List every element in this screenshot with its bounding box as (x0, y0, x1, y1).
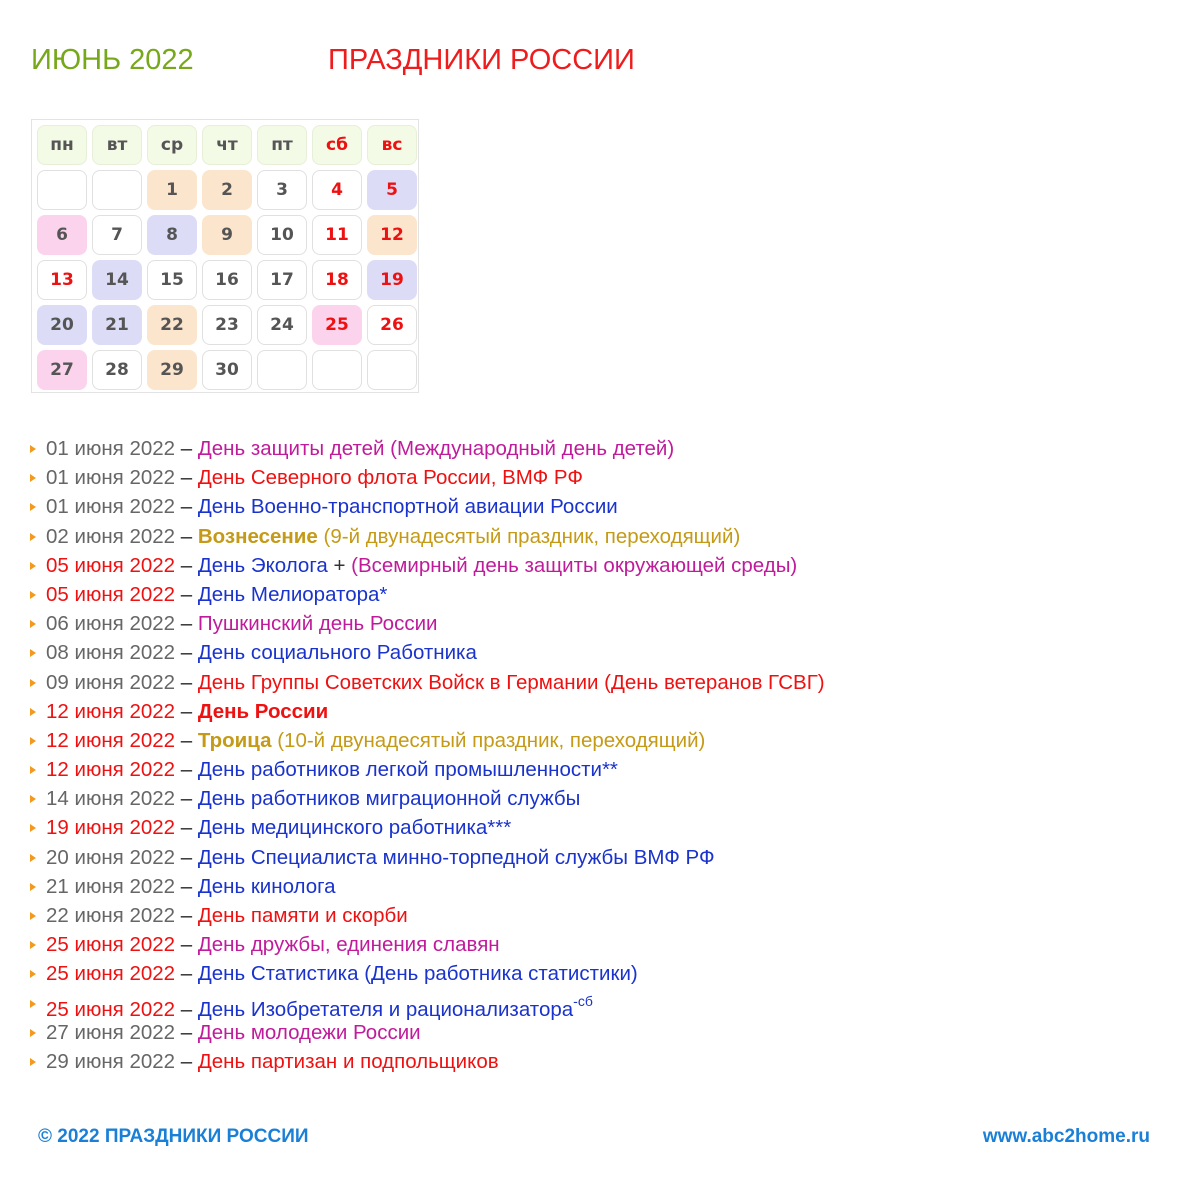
event-date: 25 июня 2022 (46, 997, 176, 1021)
day-cell: 21 (92, 305, 142, 345)
dash: – (180, 495, 193, 519)
event-name: День работников миграционной службы (197, 787, 581, 811)
list-item (30, 755, 1170, 784)
event-date: 02 июня 2022 (46, 524, 176, 548)
bullet-arrow-icon (30, 1058, 36, 1066)
list-item (30, 959, 1170, 988)
day-cell-empty (367, 350, 417, 390)
event-name: День Группы Советских Войск в Германии (День ветеранов ГСВГ) (197, 670, 825, 694)
weekday-tue: вт (92, 125, 142, 165)
bullet-arrow-icon (30, 445, 36, 453)
event-name: День Специалиста минно-торпедной службы ВМФ РФ (197, 845, 715, 869)
event-date: 08 июня 2022 (46, 641, 176, 665)
dash: – (180, 728, 193, 752)
list-item (30, 784, 1170, 813)
list-item (30, 726, 1170, 755)
bullet-arrow-icon (30, 708, 36, 716)
list-item (30, 813, 1170, 842)
event-name: День кинолога (197, 874, 336, 898)
copyright-text: © 2022 ПРАЗДНИКИ РОССИИ (38, 1126, 309, 1147)
day-cell: 14 (92, 260, 142, 300)
event-date: 27 июня 2022 (46, 1020, 176, 1044)
list-item (30, 492, 1170, 521)
event-name: День Военно-транспортной авиации России (197, 495, 618, 519)
event-plus: + (333, 553, 346, 577)
dash: – (180, 524, 193, 548)
day-cell: 19 (367, 260, 417, 300)
day-cell: 23 (202, 305, 252, 345)
event-date: 01 июня 2022 (46, 437, 176, 460)
site-link[interactable]: www.abc2home.ru (982, 1126, 1150, 1147)
bullet-arrow-icon (30, 620, 36, 628)
event-note: (9-й двунадесятый праздник, переходящий) (323, 524, 741, 548)
day-cell-empty (92, 170, 142, 210)
bullet-arrow-icon (30, 503, 36, 511)
day-cell: 29 (147, 350, 197, 390)
event-note: (Всемирный день защиты окружающей среды) (351, 553, 798, 577)
event-name: День дружбы, единения славян (197, 933, 500, 957)
event-name: День медицинского работника*** (197, 816, 512, 840)
dash: – (180, 933, 193, 957)
event-name: Пушкинский день России (197, 612, 438, 636)
list-item (30, 434, 1170, 463)
holiday-list (30, 434, 1170, 1076)
calendar-grid (31, 119, 419, 393)
day-cell: 6 (37, 215, 87, 255)
event-date: 01 июня 2022 (46, 495, 176, 519)
event-superscript: -сб (573, 992, 593, 1009)
bullet-arrow-icon (30, 533, 36, 541)
event-name: День Северного флота России, ВМФ РФ (197, 466, 583, 490)
event-name: День Изобретателя и рационализатора (197, 997, 574, 1021)
day-cell: 10 (257, 215, 307, 255)
day-cell: 18 (312, 260, 362, 300)
event-date: 12 июня 2022 (46, 699, 176, 723)
dash: – (180, 1020, 193, 1044)
day-cell: 3 (257, 170, 307, 210)
list-item (30, 638, 1170, 667)
dash: – (180, 466, 193, 490)
day-cell-empty (312, 350, 362, 390)
dash: – (180, 874, 193, 898)
list-item (30, 551, 1170, 580)
day-cell: 26 (367, 305, 417, 345)
list-item (30, 843, 1170, 872)
bullet-arrow-icon (30, 941, 36, 949)
day-cell-empty (257, 350, 307, 390)
list-item (30, 989, 1170, 1021)
event-name: День социального Работника (197, 641, 477, 665)
bullet-arrow-icon (30, 474, 36, 482)
day-cell: 15 (147, 260, 197, 300)
dash: – (180, 962, 193, 986)
day-cell: 8 (147, 215, 197, 255)
bullet-arrow-icon (30, 679, 36, 687)
day-cell: 11 (312, 215, 362, 255)
day-cell: 4 (312, 170, 362, 210)
list-item (30, 463, 1170, 492)
weekday-sat: сб (312, 125, 362, 165)
bullet-arrow-icon (30, 562, 36, 570)
event-name: День защиты детей (Международный день детей) (197, 437, 675, 460)
bullet-arrow-icon (30, 766, 36, 774)
dash: – (180, 582, 193, 606)
dash: – (180, 699, 193, 723)
dash: – (180, 904, 193, 927)
weekday-thu: чт (202, 125, 252, 165)
day-cell: 28 (92, 350, 142, 390)
list-item (30, 901, 1170, 930)
list-item (30, 872, 1170, 901)
event-name: День Статистика (День работника статистики) (197, 962, 638, 986)
bullet-arrow-icon (30, 1000, 36, 1008)
list-item (30, 1018, 1170, 1047)
dash: – (180, 437, 193, 460)
event-name: День памяти и скорби (197, 904, 408, 927)
event-name: День России (197, 699, 329, 723)
dash: – (180, 612, 193, 636)
bullet-arrow-icon (30, 737, 36, 745)
day-cell: 17 (257, 260, 307, 300)
day-cell: 16 (202, 260, 252, 300)
list-item (30, 580, 1170, 609)
event-date: 19 июня 2022 (46, 816, 176, 840)
day-cell: 13 (37, 260, 87, 300)
dash: – (180, 816, 193, 840)
dash: – (180, 641, 193, 665)
weekday-fri: пт (257, 125, 307, 165)
event-date: 12 июня 2022 (46, 728, 176, 752)
bullet-arrow-icon (30, 649, 36, 657)
weekday-sun: вс (367, 125, 417, 165)
event-date: 05 июня 2022 (46, 582, 176, 606)
bullet-arrow-icon (30, 970, 36, 978)
event-date: 05 июня 2022 (46, 553, 176, 577)
event-date: 01 июня 2022 (46, 466, 176, 490)
day-cell: 5 (367, 170, 417, 210)
dash: – (180, 997, 193, 1021)
event-date: 06 июня 2022 (46, 612, 176, 636)
dash: – (180, 553, 193, 577)
event-date: 29 июня 2022 (46, 1049, 176, 1073)
list-item (30, 697, 1170, 726)
day-cell: 7 (92, 215, 142, 255)
dash: – (180, 758, 193, 782)
event-date: 09 июня 2022 (46, 670, 176, 694)
event-name: Троица (197, 728, 272, 752)
day-cell: 12 (367, 215, 417, 255)
day-cell: 20 (37, 305, 87, 345)
list-item (30, 522, 1170, 551)
event-date: 14 июня 2022 (46, 787, 176, 811)
day-cell-empty (37, 170, 87, 210)
dash: – (180, 845, 193, 869)
dash: – (180, 1049, 193, 1073)
event-note: (10-й двунадесятый праздник, переходящий) (277, 728, 706, 752)
day-cell: 1 (147, 170, 197, 210)
bullet-arrow-icon (30, 591, 36, 599)
event-name: День Эколога (197, 553, 328, 577)
list-item (30, 1047, 1170, 1076)
dash: – (180, 787, 193, 811)
event-name: День молодежи России (197, 1020, 421, 1044)
event-date: 22 июня 2022 (46, 904, 176, 927)
event-date: 25 июня 2022 (46, 962, 176, 986)
event-name: Вознесение (197, 524, 318, 548)
bullet-arrow-icon (30, 854, 36, 862)
weekday-mon: пн (37, 125, 87, 165)
page-title: ПРАЗДНИКИ РОССИИ (328, 44, 635, 76)
event-name: День Мелиоратора* (197, 582, 388, 606)
day-cell: 2 (202, 170, 252, 210)
event-date: 20 июня 2022 (46, 845, 176, 869)
event-date: 21 июня 2022 (46, 874, 176, 898)
event-name: День партизан и подпольщиков (197, 1049, 499, 1073)
list-item (30, 668, 1170, 697)
month-title: ИЮНЬ 2022 (31, 44, 194, 76)
day-cell: 24 (257, 305, 307, 345)
event-name: День работников легкой промышленности** (197, 758, 618, 782)
weekday-wed: ср (147, 125, 197, 165)
day-cell: 30 (202, 350, 252, 390)
dash: – (180, 670, 193, 694)
bullet-arrow-icon (30, 1029, 36, 1037)
bullet-arrow-icon (30, 795, 36, 803)
event-date: 25 июня 2022 (46, 933, 176, 957)
day-cell: 22 (147, 305, 197, 345)
bullet-arrow-icon (30, 824, 36, 832)
bullet-arrow-icon (30, 912, 36, 920)
list-item (30, 930, 1170, 959)
bullet-arrow-icon (30, 883, 36, 891)
day-cell: 25 (312, 305, 362, 345)
list-item (30, 609, 1170, 638)
event-date: 12 июня 2022 (46, 758, 176, 782)
day-cell: 27 (37, 350, 87, 390)
day-cell: 9 (202, 215, 252, 255)
